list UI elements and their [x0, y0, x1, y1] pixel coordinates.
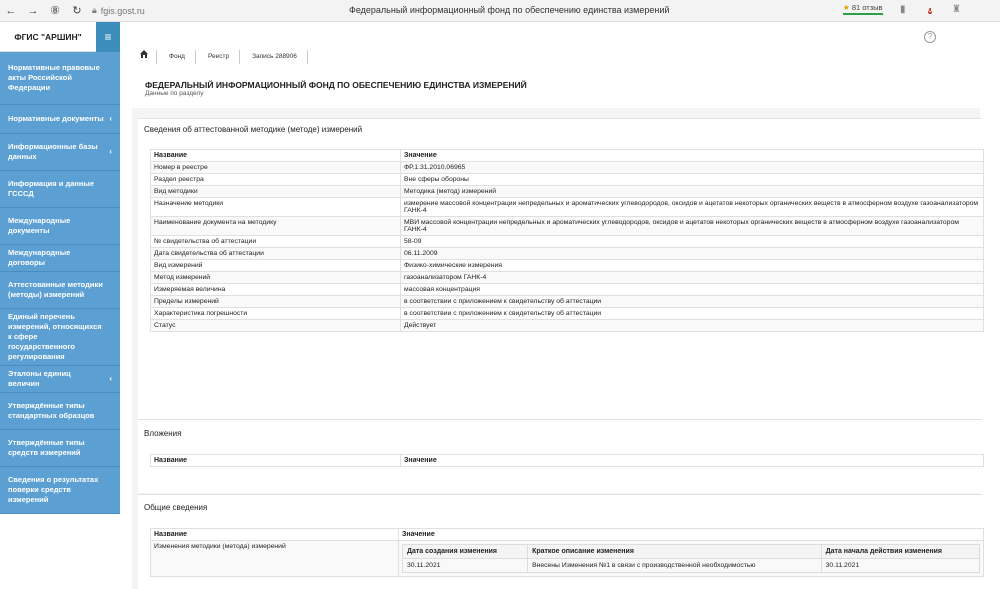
row-value: Вне сферы обороны — [401, 174, 984, 186]
table-row — [151, 320, 984, 332]
sidebar-item[interactable] — [0, 393, 120, 430]
row-label: Вид методики — [151, 186, 401, 198]
yandex-icon[interactable]: ⑧ — [50, 5, 60, 17]
changes-column-header: Краткое описание изменения — [528, 545, 822, 559]
breadcrumb — [132, 50, 308, 64]
sidebar-item[interactable] — [0, 52, 120, 105]
url-text: fgis.gost.ru — [100, 5, 145, 16]
column-header-name: Название — [151, 455, 401, 467]
shield-icon: U — [928, 8, 933, 14]
table-row — [151, 272, 984, 284]
sidebar-item[interactable] — [0, 366, 120, 393]
changes-cell — [399, 541, 984, 577]
sidebar-header — [0, 22, 120, 52]
home-icon[interactable] — [132, 50, 157, 64]
column-header-value: Значение — [399, 529, 984, 541]
breadcrumb-record: Запись 288906 — [240, 50, 308, 64]
row-label: Наименование документа на методику — [151, 217, 401, 236]
chevron-left-icon: ‹ — [109, 147, 112, 156]
table-row — [151, 541, 984, 577]
column-header-name: Название — [151, 529, 399, 541]
sidebar-item-label: Эталоны единиц величин — [8, 369, 71, 388]
table-row — [151, 308, 984, 320]
sidebar-item-label: Информация и данные ГССCД — [8, 179, 95, 198]
bookmark-icon[interactable]: ▮ — [900, 4, 906, 15]
sidebar-item-label: Нормативные документы — [8, 114, 104, 123]
refresh-icon[interactable]: ↻ — [72, 5, 82, 17]
info-table — [150, 149, 984, 332]
sidebar-item[interactable] — [0, 134, 120, 171]
sidebar-item-label: Сведения о результатах поверки средств измерений — [8, 475, 99, 504]
attachments-panel — [138, 419, 982, 493]
row-value: в соответствии с приложением к свидетельству об аттестации — [401, 308, 984, 320]
sidebar-item[interactable] — [0, 430, 120, 467]
section-title: Вложения — [144, 429, 182, 438]
changes-cell-value: 30.11.2021 — [821, 559, 979, 573]
changes-cell-value: 30.11.2021 — [403, 559, 528, 573]
row-value: МВИ массовой концентрации непредельных и ароматических углеводородов, оксидов и ацетатов некоторых органических веществ в атмосферном воздухе газоанализатором ГАНК-4 — [401, 217, 984, 236]
table-row — [151, 236, 984, 248]
table-row — [151, 260, 984, 272]
address-bar[interactable] — [92, 5, 145, 16]
sidebar-item[interactable] — [0, 171, 120, 208]
row-value: измерение массовой концентрации непредельных и ароматических углеводородов, оксидов и ацетатов некоторых органических веществ в атмосферном воздухе газоанализатором ГАНК-4 — [401, 198, 984, 217]
row-label: Метод измерений — [151, 272, 401, 284]
breadcrumb-fund[interactable]: Фонд — [157, 50, 196, 64]
sidebar-item[interactable] — [0, 105, 120, 134]
row-label: Изменения методики (метода) измерений — [151, 541, 399, 577]
row-label: Раздел реестра — [151, 174, 401, 186]
row-label: Назначение методики — [151, 198, 401, 217]
menu-toggle-icon[interactable]: ≡ — [96, 22, 120, 52]
table-row — [151, 217, 984, 236]
row-value: 06.11.2009 — [401, 248, 984, 260]
general-table — [150, 528, 984, 577]
extension-icon[interactable]: ♜ — [952, 4, 961, 15]
sidebar-item-label: Международные договоры — [8, 248, 71, 267]
row-value: Методика (метод) измерений — [401, 186, 984, 198]
lock-icon: 🔒︎ — [92, 5, 97, 15]
row-value: массовая концентрация — [401, 284, 984, 296]
page-subtitle: Данные по разделу — [145, 90, 204, 97]
page-title: ФЕДЕРАЛЬНЫЙ ИНФОРМАЦИОННЫЙ ФОНД ПО ОБЕСПЕЧЕНИЮ ЕДИНСТВА ИЗМЕРЕНИЙ — [145, 80, 527, 90]
section-title: Общие сведения — [144, 503, 208, 512]
row-label: Статус — [151, 320, 401, 332]
sidebar-item-label: Аттестованные методики (методы) измерений — [8, 280, 103, 299]
sidebar-item-label: Единый перечень измерений, относящихся к сфере государственного регулирования — [8, 312, 102, 361]
sidebar-item-label: Нормативные правовые акты Российской Федерации — [8, 63, 100, 92]
changes-cell-value: Внесены Изменения №1 в связи с производственной необходимостью — [528, 559, 822, 573]
column-header-value: Значение — [401, 150, 984, 162]
table-row — [151, 198, 984, 217]
back-icon[interactable]: ← — [5, 4, 17, 17]
section-title: Сведения об аттестованной методике (методе) измерений — [144, 125, 363, 134]
row-label: Номер в реестре — [151, 162, 401, 174]
sidebar-item-label: Международные документы — [8, 216, 71, 235]
chevron-left-icon: ‹ — [109, 374, 112, 383]
page-tab-title: Федеральный информационный фонд по обеспечению единства измерений — [349, 5, 670, 15]
methodology-info-panel — [138, 118, 982, 436]
sidebar-item[interactable] — [0, 467, 120, 514]
row-value: Действует — [401, 320, 984, 332]
sidebar-item-label: Утверждённые типы средств измерений — [8, 438, 85, 457]
app-title: ФГИС "АРШИН" — [14, 31, 82, 42]
chevron-left-icon: ‹ — [109, 114, 112, 123]
changes-row — [403, 559, 980, 573]
row-label: Измеряемая величина — [151, 284, 401, 296]
sidebar — [0, 22, 120, 506]
table-row — [151, 162, 984, 174]
changes-column-header: Дата создания изменения — [403, 545, 528, 559]
row-value: ФР.1.31.2010.06965 — [401, 162, 984, 174]
main-content — [120, 22, 1000, 589]
changes-column-header: Дата начала действия изменения — [821, 545, 979, 559]
column-header-value: Значение — [401, 455, 984, 467]
row-value: в соответствии с приложением к свидетельству об аттестации — [401, 296, 984, 308]
reviews-badge[interactable]: ★ 81 отзыв — [843, 3, 883, 15]
table-row — [151, 248, 984, 260]
help-icon[interactable]: ? — [924, 31, 936, 43]
table-row — [151, 186, 984, 198]
row-value: 58-09 — [401, 236, 984, 248]
browser-toolbar — [0, 0, 1000, 22]
forward-icon[interactable]: → — [27, 4, 39, 17]
sidebar-item[interactable] — [0, 309, 120, 366]
table-row — [151, 296, 984, 308]
row-label: Пределы измерений — [151, 296, 401, 308]
row-label: Вид измерений — [151, 260, 401, 272]
sidebar-item[interactable] — [0, 272, 120, 309]
sidebar-item[interactable] — [0, 245, 120, 272]
attachments-table — [150, 454, 984, 467]
row-value: Физико-химические измерения — [401, 260, 984, 272]
row-label: Характеристика погрешности — [151, 308, 401, 320]
row-value: газоанализатором ГАНК-4 — [401, 272, 984, 284]
star-icon: ★ — [843, 3, 850, 12]
breadcrumb-registry[interactable]: Реестр — [196, 50, 240, 64]
row-label: № свидетельства об аттестации — [151, 236, 401, 248]
sidebar-item[interactable] — [0, 208, 120, 245]
sidebar-item-label: Утверждённые типы стандартных образцов — [8, 401, 95, 420]
table-row — [151, 284, 984, 296]
general-info-panel — [138, 494, 982, 589]
table-row — [151, 174, 984, 186]
row-label: Дата свидетельства об аттестации — [151, 248, 401, 260]
column-header-name: Название — [151, 150, 401, 162]
changes-table — [402, 544, 980, 573]
adblock-icon[interactable] — [928, 4, 932, 17]
sidebar-item-label: Информационные базы данных — [8, 142, 98, 161]
